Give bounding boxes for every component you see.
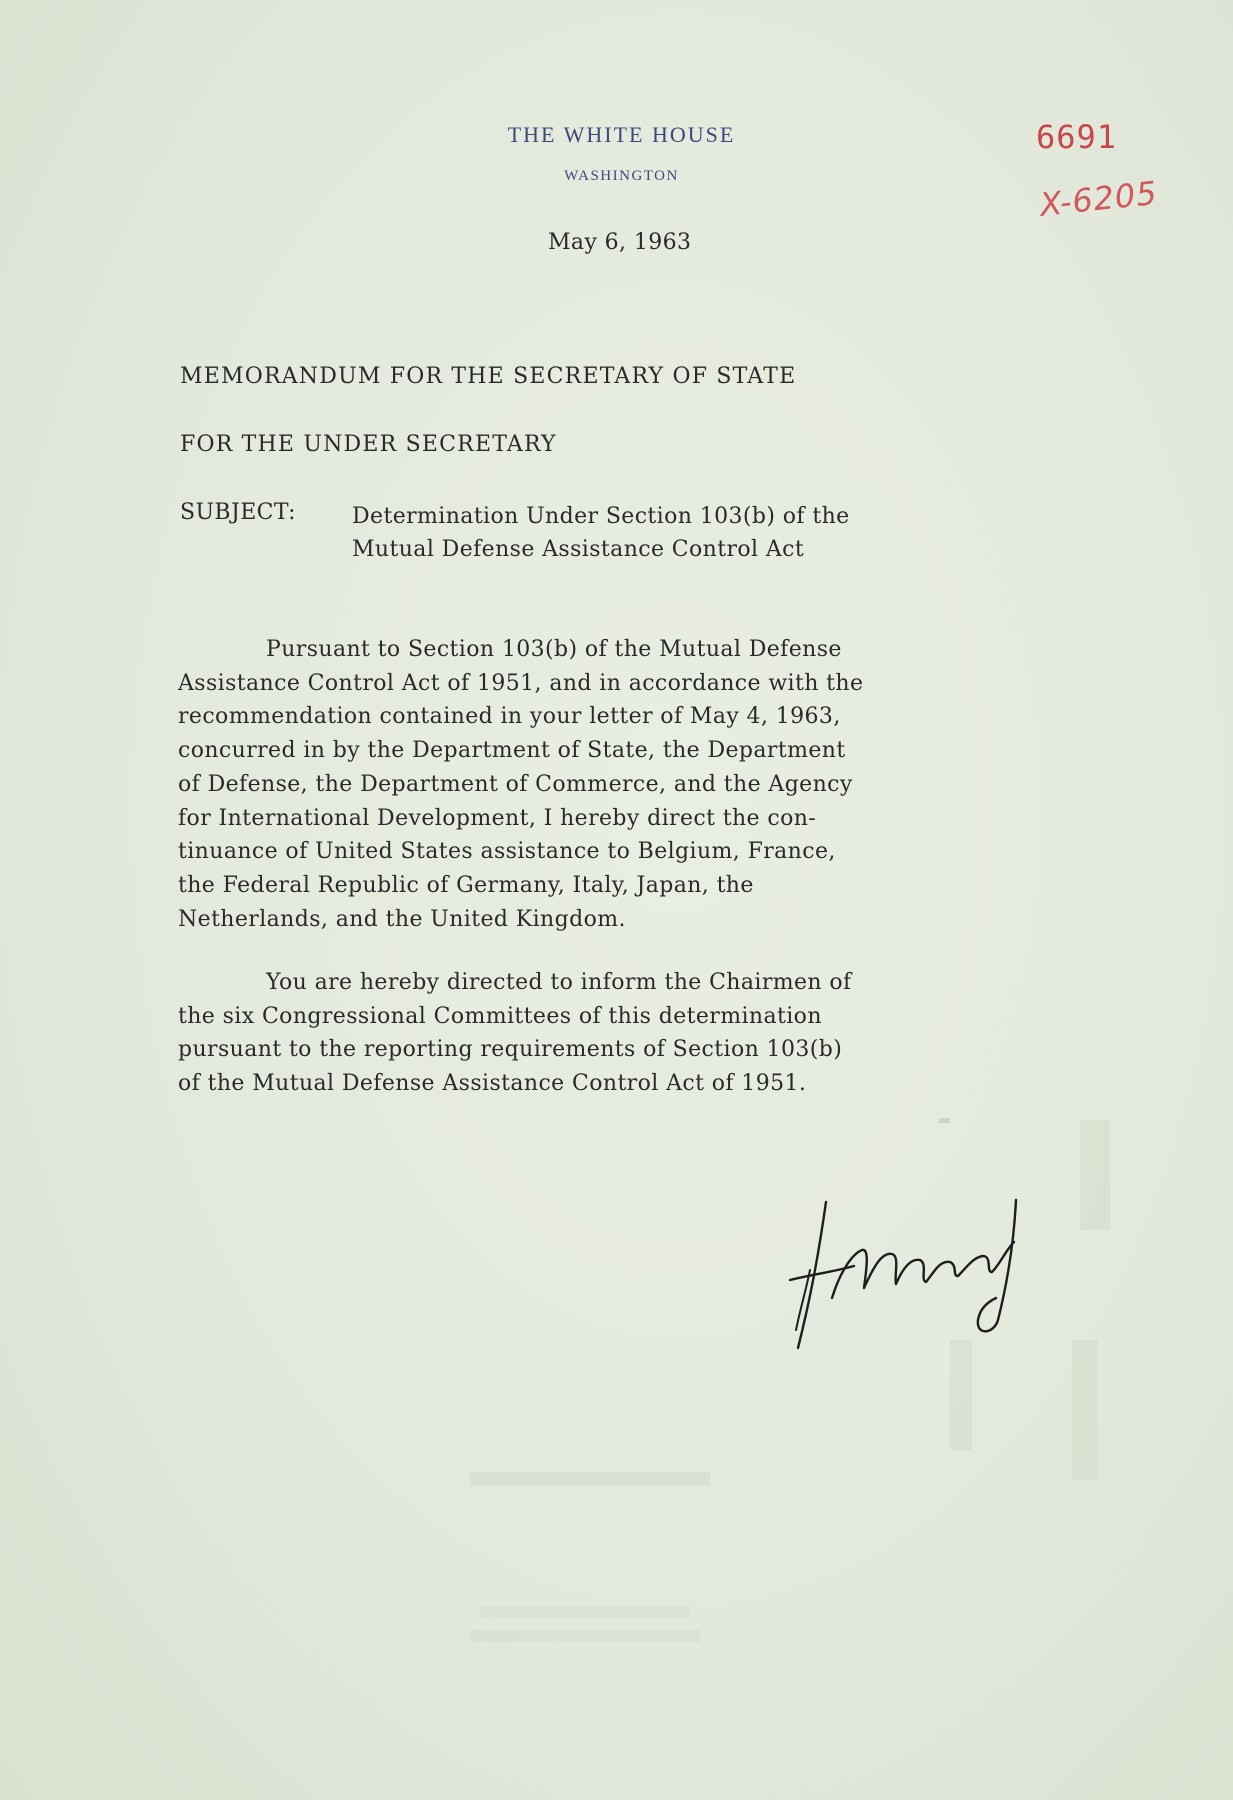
memo-date: May 6, 1963	[548, 230, 692, 255]
signature	[770, 1180, 1050, 1350]
bleed-through-mark	[1072, 1340, 1098, 1480]
bleed-through-mark	[480, 1606, 690, 1618]
memo-cc: FOR THE UNDER SECRETARY	[180, 432, 557, 457]
document-number-stamp: 6691	[1036, 118, 1118, 156]
bleed-through-mark	[470, 1630, 700, 1642]
paragraph-line: pursuant to the reporting requirements of Section 103(b)	[178, 1037, 843, 1063]
paragraph-line: concurred in by the Department of State, the Department	[178, 738, 846, 764]
body-paragraph-2	[178, 966, 1058, 1101]
memo-addressee: MEMORANDUM FOR THE SECRETARY OF STATE	[180, 364, 797, 389]
letterhead-title: THE WHITE HOUSE	[507, 122, 736, 147]
bleed-through-mark: ▮	[934, 1115, 956, 1126]
paragraph-line: of Defense, the Department of Commerce, and the Agency	[178, 771, 853, 797]
subject-text	[352, 500, 850, 566]
paragraph-line: Assistance Control Act of 1951, and in accordance with the	[178, 670, 864, 696]
handwritten-reference: X-6205	[1038, 173, 1160, 224]
bleed-through-mark	[470, 1472, 710, 1486]
paragraph-line: You are hereby directed to inform the Chairmen of	[266, 970, 852, 995]
paragraph-line: for International Development, I hereby direct the con-	[178, 805, 817, 831]
body-paragraph-1	[178, 633, 1058, 936]
subject-line: Mutual Defense Assistance Control Act	[352, 537, 805, 562]
paragraph-line: Pursuant to Section 103(b) of the Mutual Defense	[266, 637, 842, 662]
paragraph-line: recommendation contained in your letter of May 4, 1963,	[178, 704, 841, 730]
letterhead-city: WASHINGTON	[564, 168, 679, 184]
paragraph-line: the six Congressional Committees of this determination	[178, 1003, 822, 1029]
paragraph-line: Netherlands, and the United Kingdom.	[178, 906, 626, 932]
bleed-through-mark	[1080, 1120, 1110, 1230]
subject-label: SUBJECT:	[180, 500, 296, 525]
paragraph-line: tinuance of United States assistance to Belgium, France,	[178, 839, 836, 865]
subject-line: Determination Under Section 103(b) of the	[352, 504, 850, 529]
bleed-through-mark	[950, 1340, 972, 1450]
paragraph-line: the Federal Republic of Germany, Italy, Japan, the	[178, 872, 754, 898]
paragraph-line: of the Mutual Defense Assistance Control Act of 1951.	[178, 1071, 807, 1097]
